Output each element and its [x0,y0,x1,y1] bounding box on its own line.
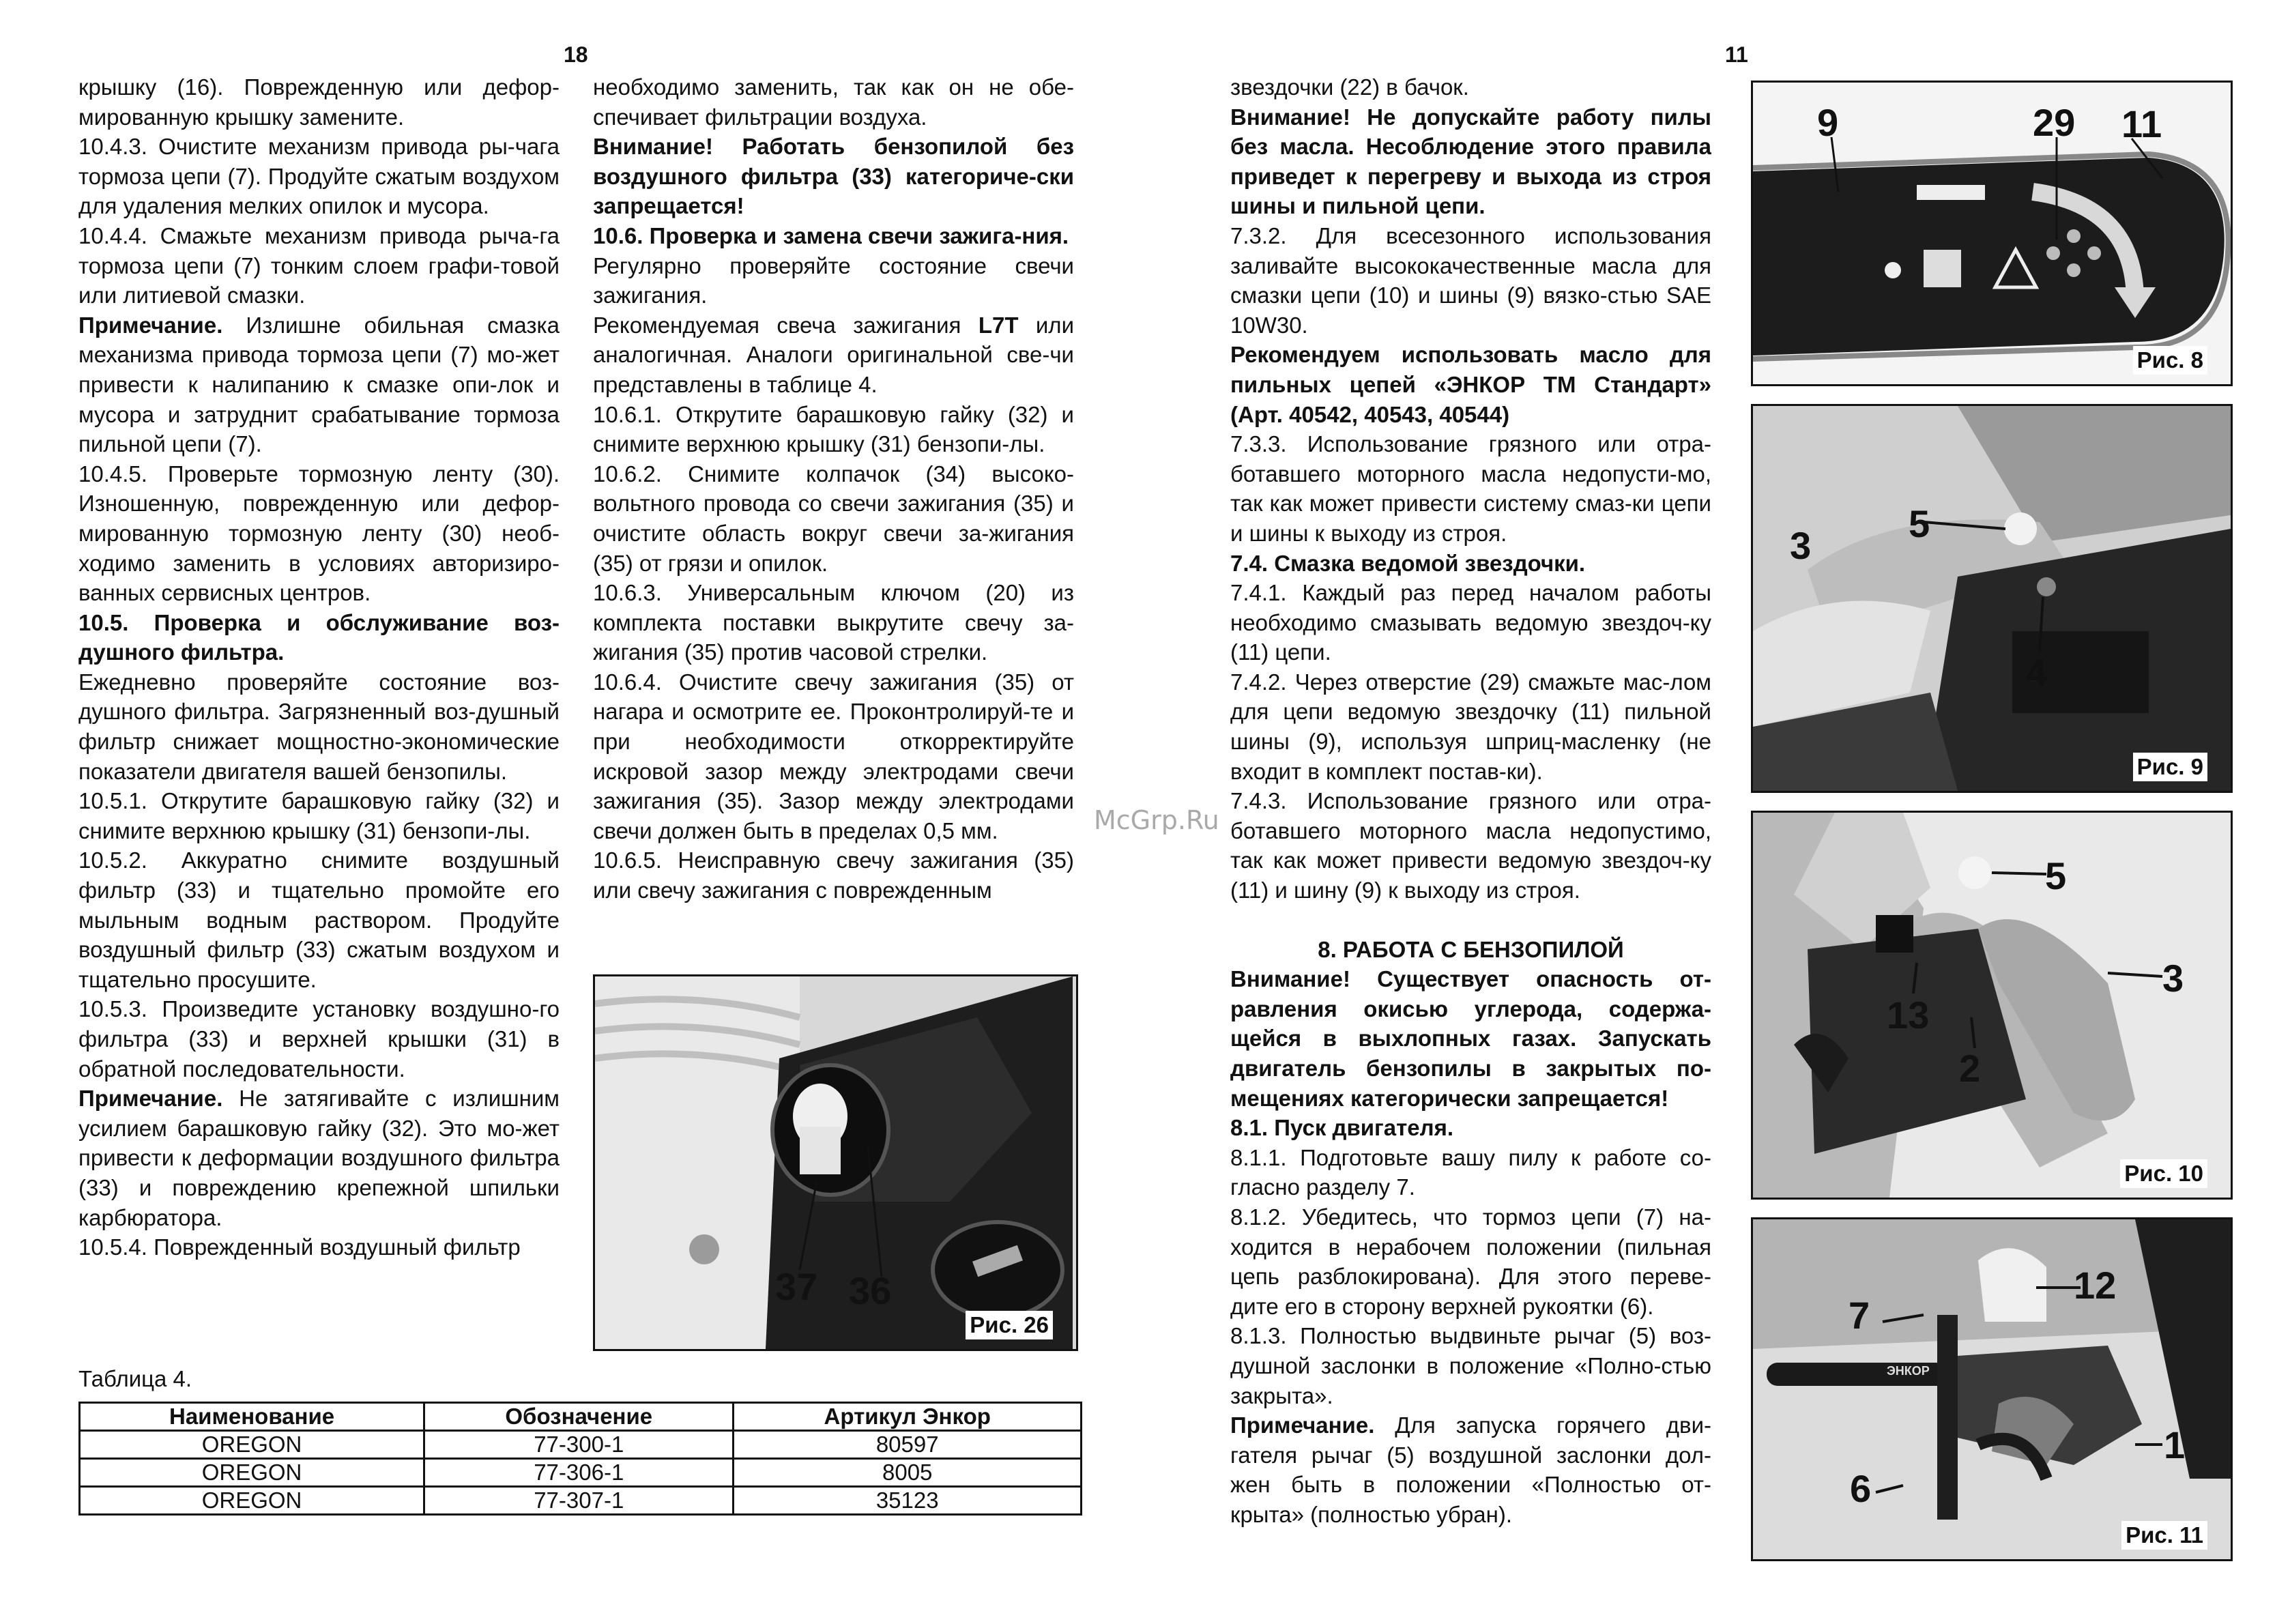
table-4 [78,1402,1082,1516]
paragraph: 10.4.4. Смажьте механизм привода рыча-га тормоза цепи (7) тонким слоем графи-товой или литиевой смазки. [78,222,560,308]
section-heading: 10.6. Проверка и замена свечи зажига-ния. [593,222,1069,248]
brand-label: ЭНКОР [1887,1364,1930,1378]
table-row [80,1487,1082,1515]
paragraph: 10.6.2. Снимите колпачок (34) высоко-вольтного провода со свечи зажигания (35) и очистите область вокруг свечи за-жигания (35) от грязи и опилок. [593,461,1074,576]
note-text: Для запуска горячего дви-гателя рычаг (5) воздушной заслонки дол-жен быть в положении «Полностью от-крыта» (полностью убран). [1230,1412,1711,1527]
table-row [80,1431,1082,1459]
table-cell: 77-307-1 [424,1487,734,1515]
paragraph: 10.5.1. Открутите барашковую гайку (32) и снимите верхнюю крышку (31) бензопи-лы. [78,788,560,843]
table-cell: 35123 [734,1487,1082,1515]
callout-11: 11 [2121,102,2162,145]
callout-4: 4 [2026,651,2048,694]
paragraph: 7.3.3. Использование грязного или отра-ботавшего моторного масла недопусти-мо, так как может привести систему смаз-ки цепи и шины к выходу из строя. [1230,431,1711,546]
callout-1: 1 [2164,1423,2186,1466]
figure-9 [1751,404,2233,793]
figure-caption: Рис. 26 [966,1311,1053,1339]
warning-text: Внимание! Существует опасность от-равления окисью углерода, содержа-щейся в выхлопных газах. Запускать двигатель бензопилы в закрытых по-мещениях категорически запрещается! [1230,966,1711,1111]
callout-5: 5 [2045,854,2067,897]
figure-26-illustration [595,976,1076,1349]
table-caption: Таблица 4. [78,1366,192,1391]
paragraph: необходимо заменить, так как он не обе-спечивает фильтрации воздуха. [593,74,1074,130]
page-number-right: 11 [1725,42,1748,67]
note-text: Излишне обильная смазка механизма привода тормоза цепи (7) мо-жет привести к налипанию к смазке опи-лок и мусора и затруднит срабатывание тормоза пильной цепи (7). [78,312,560,457]
figure-caption: Рис. 8 [2133,346,2207,375]
warning-text: Внимание! Работать бензопилой без воздушного фильтра (33) категориче-ски запрещается! [593,134,1074,219]
page-number-left: 18 [564,42,588,67]
paragraph: 7.3.2. Для всесезонного использования заливайте высококачественные масла для смазки цепи (10) и шины (9) вязко-стью SAE 10W30. [1230,222,1711,338]
callout-3: 3 [1790,524,1812,567]
callout-13: 13 [1887,994,1930,1036]
paragraph: 10.6.4. Очистите свечу зажигания (35) от нагара и осмотрите ее. Проконтролируй-те и при необходимости откорректируйте искровой зазор между электродами свечи зажигания (35). Зазор между электродами свечи должен быть в пределах 0,5 мм. [593,669,1074,843]
table-row [80,1459,1082,1487]
text: Рекомендуемая свеча зажигания [593,312,961,338]
paragraph: 7.4.1. Каждый раз перед началом работы необходимо смазывать ведомую звездоч-ку (11) цепи. [1230,580,1711,665]
table-cell: OREGON [80,1431,424,1459]
table-header-row [80,1403,1082,1431]
text: или аналогичная. Аналоги оригинальной све-чи представлены в таблице 4. [593,312,1074,397]
callout-12: 12 [2074,1264,2117,1307]
recommendation-text: Рекомендуем использовать масло для пильных цепей «ЭНКОР ТМ Стандарт» (Арт. 40542, 40543, 40544) [1230,342,1711,427]
table-cell: 77-306-1 [424,1459,734,1487]
note-label: Примечание. [1230,1412,1375,1438]
note-label: Примечание. [78,312,223,338]
paragraph: Регулярно проверяйте состояние свечи зажигания. [593,252,1074,308]
figure-caption: Рис. 9 [2133,753,2207,781]
section-heading: 8.1. Пуск двигателя. [1230,1115,1454,1141]
paragraph: 7.4.3. Использование грязного или отра-ботавшего моторного масла недопустимо, так как может привести ведомую звездоч-ку (11) и шину (9) к выходу из строя. [1230,788,1711,903]
table-cell: 8005 [734,1459,1082,1487]
chapter-heading: 8. РАБОТА С БЕНЗОПИЛОЙ [1318,936,1624,962]
section-heading: 7.4. Смазка ведомой звездочки. [1230,550,1586,576]
paragraph: звездочки (22) в бачок. [1230,74,1469,100]
paragraph: 7.4.2. Через отверстие (29) смажьте мас-лом для цепи ведомую звездочку (11) пильной шины (9), используя шприц-масленку (не входит в комплект постав-ки). [1230,669,1711,784]
column-3 [1230,72,1711,1567]
watermark: McGrp.Ru [1094,805,1219,835]
figure-caption: Рис. 10 [2120,1159,2207,1188]
paragraph: крышку (16). Поврежденную или дефор-мированную крышку замените. [78,74,560,130]
table-header: Обозначение [424,1403,734,1431]
column-2 [593,72,1074,968]
callout-37: 37 [775,1265,818,1308]
spark-plug-model: L7T [978,312,1019,338]
paragraph: 10.4.3. Очистите механизм привода ры-чага тормоза цепи (7). Продуйте сжатым воздухом для удаления мелких опилок и мусора. [78,134,560,219]
note-label: Примечание. [78,1086,223,1112]
table-cell: 80597 [734,1431,1082,1459]
paragraph: 8.1.2. Убедитесь, что тормоз цепи (7) на-ходится в нерабочем положении (пильная цепь разблокирована). Для этого переве-дите его в сторону верхней рукоятки (6). [1230,1204,1711,1319]
callout-9: 9 [1817,101,1839,144]
callout-36: 36 [849,1269,892,1312]
paragraph: 10.4.5. Проверьте тормозную ленту (30). Изношенную, поврежденную или дефор-мированную тормозную ленту (30) необ-ходимо заменить в условиях авторизиро-ванных сервисных центров. [78,461,560,606]
paragraph: 8.1.3. Полностью выдвиньте рычаг (5) воз-душной заслонки в положение «Полно-стью закрыта». [1230,1323,1711,1408]
paragraph: 10.6.1. Открутите барашковую гайку (32) и снимите верхнюю крышку (31) бензопи-лы. [593,401,1074,457]
table-header: Наименование [80,1403,424,1431]
table-cell: OREGON [80,1459,424,1487]
paragraph [593,310,1074,400]
note-paragraph [1230,1410,1711,1529]
table-cell: OREGON [80,1487,424,1515]
section-heading: 10.5. Проверка и обслуживание воз-душного фильтра. [78,609,560,665]
paragraph: 8.1.1. Подготовьте вашу пилу к работе со-гласно разделу 7. [1230,1144,1711,1200]
callout-3: 3 [2162,957,2184,1000]
figure-11 [1751,1217,2233,1561]
callout-29: 29 [2033,101,2076,144]
note-paragraph [78,310,560,459]
callout-7: 7 [1849,1294,1870,1337]
paragraph: 10.5.3. Произведите установку воздушно-го фильтра (33) и верхней крышки (31) в обратной последовательности. [78,996,560,1082]
paragraph: 10.5.2. Аккуратно снимите воздушный фильтр (33) и тщательно промойте его мыльным водным раствором. Продуйте воздушный фильтр (33) сжатым воздухом и тщательно просушите. [78,847,560,992]
note-text: Не затягивайте с излишним усилием барашковую гайку (32). Это мо-жет привести к деформации воздушного фильтра (33) и повреждению крепежной шпильки карбюратора. [78,1086,560,1230]
warning-text: Внимание! Не допускайте работу пилы без масла. Несоблюдение этого правила приведет к перегреву и выхода из строя шины и пильной цепи. [1230,104,1711,219]
figure-10 [1751,811,2233,1200]
paragraph: 10.6.5. Неисправную свечу зажигания (35) или свечу зажигания с поврежденным [593,847,1074,903]
figure-caption: Рис. 11 [2121,1521,2207,1550]
paragraph: 10.5.4. Поврежденный воздушный фильтр [78,1234,521,1260]
figure-26 [593,974,1078,1351]
table-cell: 77-300-1 [424,1431,734,1459]
note-paragraph [78,1084,560,1232]
figure-8 [1751,81,2233,386]
paragraph: 10.6.3. Универсальным ключом (20) из комплекта поставки выкрутите свечу за-жигания (35) против часовой стрелки. [593,580,1074,665]
paragraph: Ежедневно проверяйте состояние воз-душного фильтра. Загрязненный воз-душный фильтр снижает мощностно-экономические показатели двигателя вашей бензопилы. [78,669,560,784]
figure-11-illustration [1753,1219,2231,1559]
figure-10-illustration [1753,813,2231,1198]
callout-2: 2 [1959,1047,1981,1090]
figure-9-illustration [1753,406,2231,791]
column-1 [78,72,560,1369]
callout-6: 6 [1850,1467,1872,1510]
table-header: Артикул Энкор [734,1403,1082,1431]
callout-5: 5 [1909,502,1930,545]
